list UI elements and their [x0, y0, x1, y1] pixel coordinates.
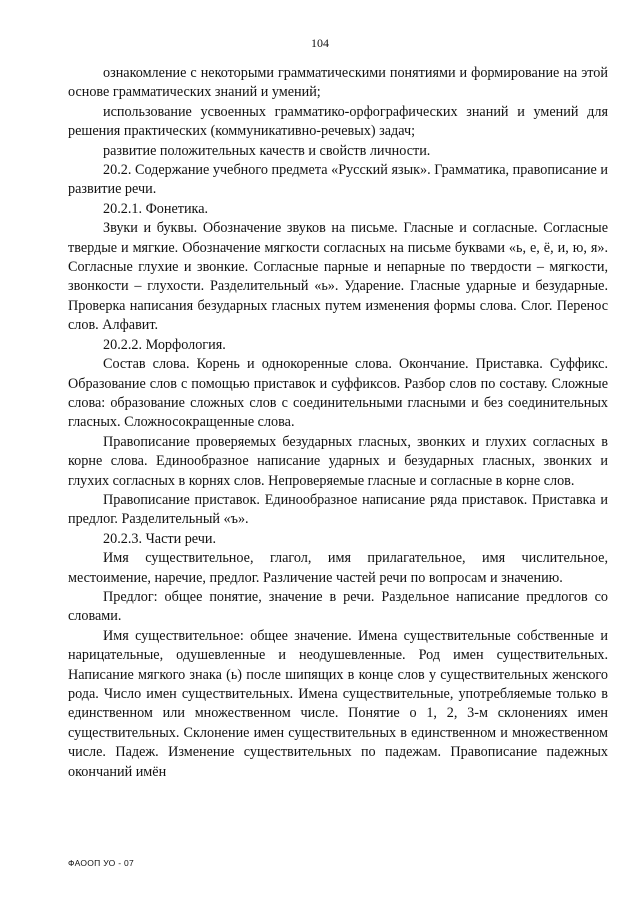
paragraph: Правописание проверяемых безударных гласных, звонких и глухих согласных в корне слова. Единообразное написание ударных и безударных гласных, звонких и глухих согласных в корнях слов. Непроверяемые гласные и согласные в корне слов.	[68, 433, 608, 489]
section-heading: 20.2.1. Фонетика.	[103, 200, 209, 217]
paragraph: Звуки и буквы. Обозначение звуков на письме. Гласные и согласные. Согласные твердые и мягкие. Обозначение мягкости согласных на письме буквами «ь, е, ё, и, ю, я». Согласные глухие и звонкие. Согласные парные и непарные по твердости – мягкости, звонкости – глухости. Разделительный «ь». Ударение. Гласные ударные и безударные. Проверка написания безударных гласных путем изменения формы слова. Слог. Перенос слов. Алфавит.	[68, 220, 608, 334]
paragraph: использование усвоенных грамматико-орфографических знаний и умений для решения практических (коммуникативно-речевых) задач;	[68, 103, 608, 140]
section-heading: 20.2.3. Части речи.	[103, 530, 217, 547]
paragraph: Предлог: общее понятие, значение в речи. Раздельное написание предлогов со словами.	[68, 588, 608, 625]
paragraph: Имя существительное, глагол, имя прилагательное, имя числительное, местоимение, наречие, предлог. Различение частей речи по вопросам и значению.	[68, 550, 608, 586]
section-heading: 20.2.2. Морфология.	[103, 336, 226, 353]
paragraph: ознакомление с некоторыми грамматическими понятиями и формирование на этой основе грамматических знаний и умений;	[68, 65, 608, 101]
paragraph: Имя существительное: общее значение. Имена существительные собственные и нарицательные, одушевленные и неодушевленные. Род имен существительных. Написание мягкого знака (ь) после шипящих в конце слов у существительных женского рода. Число имен существительных. Имена существительные, употребляемые только в единственном или множественном числе. Понятие о 1, 2, 3-м склонениях имен существительных. Склонение имен существительных в единственном и множественном числе. Падеж. Изменение существительных по падежам. Правописание падежных окончаний имён	[68, 627, 608, 780]
paragraph: Состав слова. Корень и однокоренные слова. Окончание. Приставка. Суффикс. Образование слов с помощью приставок и суффиксов. Разбор слов по составу. Сложные слова: образование сложных слов с соединительными гласными и без соединительных гласных. Сложносокращенные слова.	[68, 356, 608, 431]
paragraph: 20.2. Содержание учебного предмета «Русский язык». Грамматика, правописание и развитие речи.	[68, 162, 608, 198]
paragraph: развитие положительных качеств и свойств личности.	[103, 142, 431, 159]
page-number: 104	[311, 36, 329, 50]
footer-code: ФАООП УО - 07	[68, 858, 135, 868]
paragraph: Правописание приставок. Единообразное написание ряда приставок. Приставка и предлог. Разделительный «ъ».	[68, 491, 608, 528]
document-body	[68, 64, 608, 782]
